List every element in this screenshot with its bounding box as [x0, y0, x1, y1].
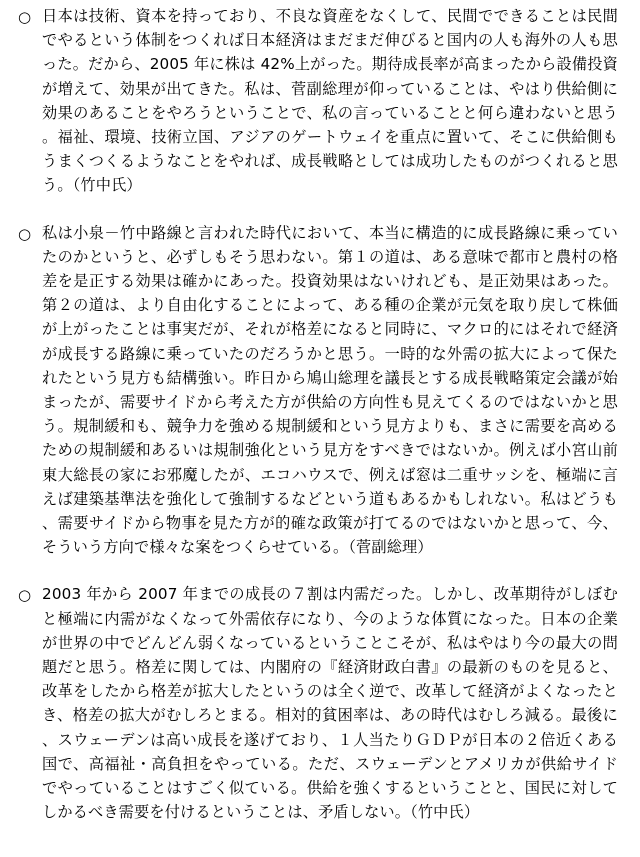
paragraph-text: 私は小泉－竹中路線と言われた時代において、本当に構造的に成長路線に乗っていたのかというと、必ずしもそう思わない。第１の道は、ある意味で都市と農村の格差を是正する効果は確かにあった。投資効果はないけれども、是正効果はあった。第２の道は、より自由化することによって、ある種の企業が元気を取り戻して株価が上がったことは事実だが、それが格差になると同時に、マクロ的にはそれで経済が成長する路線に乗っていたのだろうかと思う。一時的な外需の拡大によって保たれたという見方も結構強い。昨日から鳩山総理を議長とする成長戦略策定会議が始まったが、需要サイドから考えた方が供給の方向性も見えてくるのではないかと思う。規制緩和も、競争力を強める規制緩和という見方よりも、まさに需要を高めるための規制緩和あるいは規制強化という見方をすべきではないか。例えば小宮山前東大総長の家にお邪魔したが、エコハウスで、例えば窓は二重サッシを、極端に言えば建築基準法を強化して強制するなどという道もあるかもしれない。私はどうも、需要サイドから物事を見た方が的確な政策が打てるのではないかと思って、今、そういう方向で様々な案をつくらせている。（菅副総理）	[42, 223, 618, 557]
paragraph-takenaka-domestic-demand	[18, 582, 618, 824]
paragraph-kan-demand-side	[18, 221, 618, 560]
paragraph-text: 2003 年から 2007 年までの成長の７割は内需だった。しかし、改革期待がしぼむと極端に内需がなくなって外需依存になり、今のような体質になった。日本の企業が世界の中でどんどん弱くなっているということこそが、私はやはり今の最大の問題だと思う。格差に関しては、内閣府の『経済財政白書』の最新のものを見ると、改革をしたから格差が拡大したというのは全く逆で、改革して経済がよくなったとき、格差の拡大がむしろとまる。相対的貧困率は、あの時代はむしろ減る。最後に、スウェーデンは高い成長を遂げており、１人当たりＧＤＰが日本の２倍近くある国で、高福祉・高負担をやっている。ただ、スウェーデンとアメリカが供給サイドでやっていることはすごく似ている。供給を強くするということと、国民に対してしかるべき需要を付けるということは、矛盾しない。（竹中氏）	[42, 585, 618, 822]
paragraph-text: 日本は技術、資本を持っており、不良な資産をなくして、民間でできることは民間でやるという体制をつくれば日本経済はまだまだ伸びると国内の人も海外の人も思った。だから、2005 年に株は 42%上がった。期待成長率が高まったから設備投資が増えて、効果が出てきた。私は、菅副総理が仰っていることは、やはり供給側に効果のあることをやろうということで、私の言っていることと何ら違わないと思う。福祉、環境、技術立国、アジアのゲートウェイを重点に置いて、そこに供給側もうまくつくるようなことをやれば、成長戦略としては成功したものがつくれると思う。（竹中氏）	[42, 7, 618, 195]
paragraph-takenaka-supply-side	[18, 4, 618, 198]
bullet-circle-icon: ○	[18, 586, 32, 605]
bullet-circle-icon: ○	[18, 8, 32, 26]
bullet-circle-icon: ○	[18, 224, 32, 243]
